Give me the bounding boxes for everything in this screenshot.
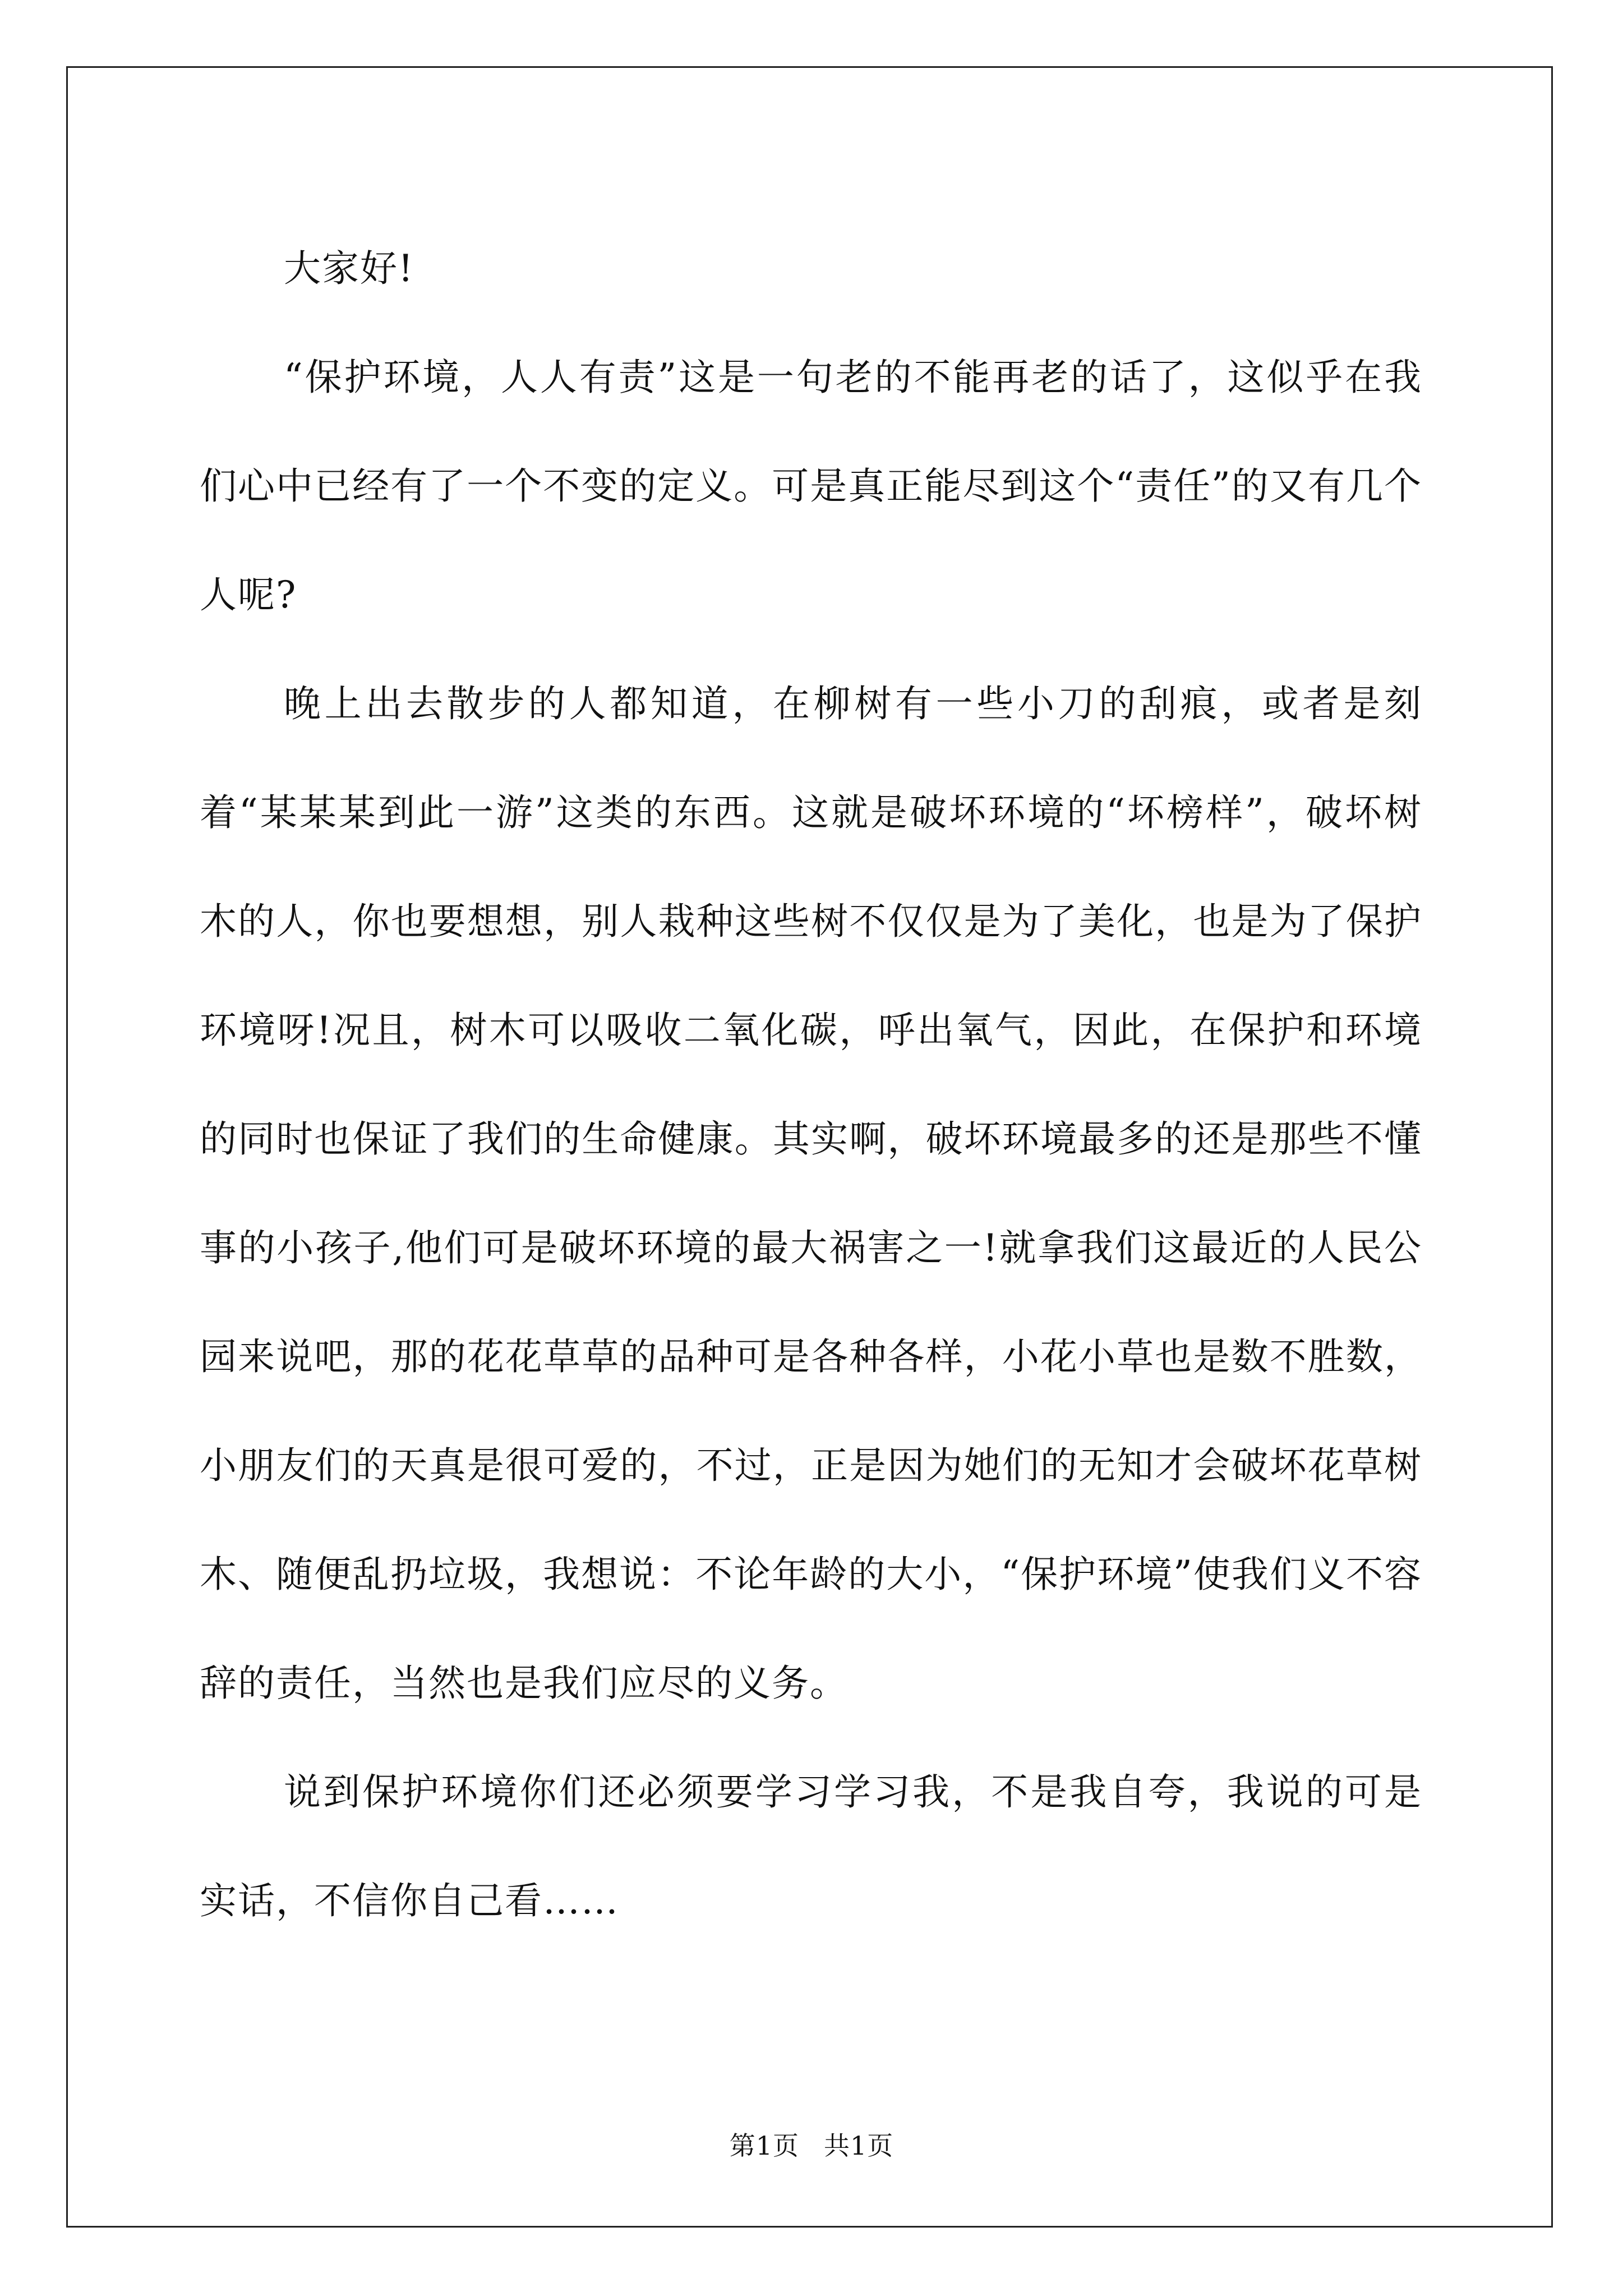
greeting: 大家好! bbox=[284, 247, 414, 290]
page-number-total: 共1页 bbox=[824, 2131, 894, 2161]
page-footer bbox=[0, 2129, 1623, 2162]
page-number-current: 第1页 bbox=[729, 2131, 799, 2161]
paragraph-3: 说到保护环境你们还必须要学习学习我，不是我自夸，我说的可是实话，不信你自己看…… bbox=[200, 1770, 1422, 1922]
paragraph-2: 晚上出去散步的人都知道，在柳树有一些小刀的刮痕，或者是刻着“某某某到此一游”这类的东西。这就是破坏环境的“坏榜样”，破坏树木的人，你也要想想，别人栽种这些树不仅仅是为了美化，也是为了保护环境呀!况且，树木可以吸收二氧化碳，呼出氧气，因此，在保护和环境的同时也保证了我们的生命健康。其实啊，破坏环境最多的还是那些不懂事的小孩子,他们可是破坏环境的最大祸害之一!就拿我们这最近的人民公园来说吧，那的花花草草的品种可是各种各样，小花小草也是数不胜数，小朋友们的天真是很可爱的，不过，正是因为她们的无知才会破坏花草树木、随便乱扔垃圾，我想说：不论年龄的大小，“保护环境”使我们义不容辞的责任，当然也是我们应尽的义务。 bbox=[200, 682, 1422, 1705]
document-body bbox=[200, 214, 1422, 1955]
paragraph-1: “保护环境，人人有责”这是一句老的不能再老的话了，这似乎在我们心中已经有了一个不变的定义。可是真正能尽到这个“责任”的又有几个人呢? bbox=[200, 356, 1422, 616]
